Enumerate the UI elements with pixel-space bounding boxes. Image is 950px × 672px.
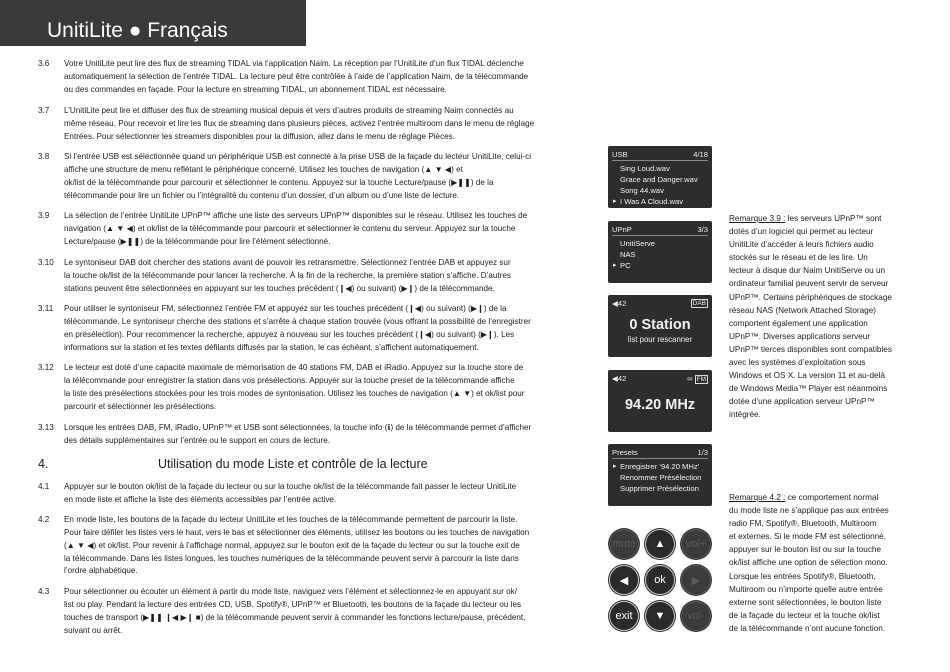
paragraph-line: informations sur la station et les textes défilants diffusés par la station, le cas échéant, s’affichent automatiquement. [64, 342, 479, 352]
paragraph-line: Le syntoniseur DAB doit chercher des stations avant de pouvoir les retransmettre. Sélectionnez l’entrée DAB et appuyez sur [64, 258, 511, 267]
section-heading-number: 4. [38, 457, 49, 471]
usb-screen-item: Song 44.wav [620, 186, 664, 195]
button-ring [609, 565, 639, 595]
note-line: stockés sur le réseau et de les lire. Un [729, 253, 868, 263]
paragraph-number: 3.7 [38, 106, 50, 115]
volume-up-button [680, 528, 712, 560]
upnp-screen-header [612, 225, 708, 236]
dab-station-text: 0 Station [629, 317, 691, 333]
paragraph-line: la liste des présélections stockées pour les trois modes de syntonisation. Utilisez les touches de navigation (▲ ▼) et ok/list pour [64, 388, 525, 398]
note-first-line [729, 212, 919, 225]
down-arrow-button-label: ▼ [654, 610, 666, 622]
page-title: UnitiLite ● Français [47, 19, 228, 42]
button-ring [681, 601, 711, 631]
up-arrow-button [644, 528, 676, 560]
paragraph-line: Appuyer sur le bouton ok/list de la façade du lecteur ou sur la touche ok/list de la télécommande fait passer le lecteur UnitiLite [64, 482, 517, 491]
fm-screen [608, 370, 712, 432]
note-line: UPnP™ tierces disponibles sont compatibles [729, 344, 892, 354]
upnp-screen-item: UnitiServe [620, 239, 656, 248]
paragraph-number: 3.12 [38, 363, 54, 372]
speaker-icon: ◀ [612, 374, 618, 383]
paragraph-text [64, 210, 598, 249]
fm-screen-header [612, 374, 708, 384]
paragraph-line: la télécommande. Dans les listes longues, les touches numériques de la télécommande peuvent servir à parcourir la liste dans [64, 553, 519, 563]
volume-up-button-label: vol+ [685, 538, 707, 550]
speaker-icon: ◀ [612, 299, 618, 308]
presets-screen-count: 1/3 [697, 448, 708, 457]
note-line: du mode liste ne s’applique pas aux entrées [729, 506, 889, 516]
paragraph-number: 3.9 [38, 211, 50, 220]
usb-screen-count: 4/18 [693, 150, 708, 159]
paragraph-number: 3.13 [38, 423, 54, 432]
paragraph-line: L’UnitiLite peut lire et diffuser des flux de streaming musical depuis et vers d’autres produits de streaming Naim connectés au [64, 106, 514, 115]
paragraph-line: Votre UnitiLite peut lire des flux de streaming TIDAL via l’application Naim. La réception par l’UnitiLite d’un flux TIDAL déclenche [64, 59, 524, 68]
paragraph-line: Pour faire défiler les listes vers le haut, vers le bas et sélectionner des éléments, utilisez les boutons ou les touches de navigation [64, 527, 530, 537]
upnp-screen-title: UPnP [612, 225, 632, 234]
stereo-icon: ∞ [687, 374, 693, 383]
paragraph-line: même réseau. Pour recevoir et lire les flux de streaming dans plusieurs pièces, activez l’entrée multiroom dans le menu de réglage [64, 118, 535, 128]
right-arrow-button [680, 564, 712, 596]
paragraph-text [64, 422, 598, 448]
down-arrow-button [644, 600, 676, 632]
paragraph-number: 4.1 [38, 482, 50, 491]
usb-screen-item: Grace and Danger.wav [620, 175, 698, 184]
note-line: de Windows Media™ Player est néanmoins [729, 384, 888, 394]
button-ring [681, 529, 711, 559]
usb-screen-item: Sing Loud.wav [620, 164, 670, 173]
note-line: ce comportement normal [785, 493, 879, 502]
fm-frequency-text: 94.20 MHz [624, 397, 696, 413]
paragraph-line: En mode liste, les boutons de la façade du lecteur UnitiLite et les touches de la télécommande permettent de parcourir la liste. [64, 515, 518, 524]
paragraph-line: l’ordre alphabétique. [64, 566, 138, 576]
note-line: de la façade du lecteur et la touche ok/list [729, 610, 880, 620]
paragraph-line: suivant ou arrêt. [64, 625, 123, 635]
ok-button [644, 564, 676, 596]
paragraph-text [64, 481, 598, 507]
note-line: externe sont sélectionnées, le bouton liste [729, 597, 882, 607]
presets-screen-list [614, 461, 708, 494]
note-label: Remarque 4.2 : [729, 493, 786, 502]
paragraph-line: La sélection de l’entrée UnitiLite UPnP™ affiche une liste des serveurs UPnP™ disponibles sur le réseau. Utilisez les touches de [64, 211, 528, 220]
ok-button-label: ok [654, 574, 666, 586]
note-line: radio FM, Spotify®, Bluetooth, Multiroom [729, 519, 877, 529]
dab-screen-header [612, 299, 708, 309]
up-arrow-button-label: ▲ [654, 538, 666, 550]
note-line: UPnP™. Diverses applications serveur [729, 331, 871, 341]
usb-screen [608, 146, 712, 208]
presets-screen-title: Presets [612, 448, 638, 457]
paragraph-text [64, 58, 598, 97]
paragraph-line: affiche une structure de menu reflétant le périphérique concerné. Utilisez les touches de navigation (▲ ▼ ◀) et [64, 164, 463, 174]
usb-screen-header [612, 150, 708, 161]
paragraph-text [64, 105, 598, 144]
note-label: Remarque 3.9 : [729, 214, 786, 223]
paragraph-line: la touche ok/list de la télécommande pour lancer la recherche. À la fin de la recherche, la première station s’affiche. D’autres [64, 270, 511, 280]
paragraph-line: Si l’entrée USB est sélectionnée quand un périphérique USB est connecté à la prise USB de la façade du lecteur UnitiLite, celui-ci [64, 152, 532, 161]
button-ring [645, 565, 675, 595]
paragraph-line: ok/list de la télécommande pour parcourir et sélectionner le contenu. Appuyez sur la touche Lecture/pause (▶❚❚) de la [64, 177, 494, 187]
button-ring [609, 529, 639, 559]
note-line: lecteur à disque dur Naim UnitiServe ou un [729, 266, 886, 276]
upnp-screen-item: ▸ PC [614, 260, 708, 271]
button-ring [645, 529, 675, 559]
presets-screen-item: Supprimer Présélection [620, 484, 699, 493]
volume-down-button [680, 600, 712, 632]
fm-tag: FM [696, 376, 706, 383]
paragraph-line: list ou play. Pendant la lecture des entrées CD, USB, Spotify®, UPnP™ et Bluetooth, les boutons de la façade du lecteur ou les [64, 599, 522, 609]
paragraph-text [64, 362, 598, 413]
paragraph-line: stations peuvent être sélectionnées en appuyant sur les touches précédent (❙◀) ou suivant) (▶❙) de la télécommande. [64, 283, 495, 293]
note-line: UPnP™. Certains périphériques de stockage [729, 292, 892, 302]
upnp-screen-item: NAS [620, 250, 636, 259]
exit-button-label: exit [615, 610, 633, 622]
note-first-line [729, 491, 919, 504]
note-line: intégrée. [729, 410, 761, 420]
paragraph-line: navigation (▲ ▼ ◀) et ok/list de la télécommande pour parcourir et sélectionner le contenu du serveur. Appuyez sur la touche [64, 223, 516, 233]
left-arrow-button [608, 564, 640, 596]
upnp-screen [608, 221, 712, 283]
note-line: Multiroom ou n’importe quelle autre entrée [729, 584, 883, 594]
section-heading-title: Utilisation du mode Liste et contrôle de la lecture [158, 457, 428, 471]
usb-screen-list [614, 163, 708, 207]
note-4-2 [729, 491, 919, 635]
paragraph-number: 3.8 [38, 152, 50, 161]
button-ring [681, 565, 711, 595]
paragraph-line: Lecture/pause (▶❚❚) de la télécommande pour lire l’élément sélectionné. [64, 236, 331, 246]
note-line: réseau NAS (Network Attached Storage) [729, 305, 876, 315]
right-arrow-button-label: ▶ [691, 574, 701, 587]
paragraph-number: 3.11 [38, 304, 54, 313]
page-header [0, 0, 306, 46]
dab-rescan-hint: list pour rescanner [627, 335, 693, 344]
paragraph-number: 4.2 [38, 515, 50, 524]
remote-keypad [608, 528, 712, 632]
paragraph-line: automatiquement la sélection de l’entrée TIDAL. La lecture peut être contrôlée à l’aide de l’application Naim, de la télécommande [64, 71, 529, 81]
dab-tag: DAB [692, 300, 706, 307]
note-line: appuyer sur le bouton list ou sur la touche [729, 545, 882, 555]
paragraph-text [64, 514, 598, 578]
exit-button [608, 600, 640, 632]
mute-button-label: mute [611, 538, 637, 550]
presets-screen-item: Renommer Présélection [620, 473, 702, 482]
paragraph-text [64, 257, 598, 296]
note-line: Lorsque les entrées Spotify®, Bluetooth, [729, 571, 876, 581]
note-line: UnitiLite d’accéder à leurs fichiers audio [729, 240, 874, 250]
presets-screen-item: ▸ Enregistrer ‘94.20 MHz’ [614, 461, 708, 472]
note-line: Windows et OS X. La version 11 et au-delà [729, 371, 885, 381]
paragraph-line: télécommande. Le syntoniseur cherche des stations et s’arrête à chaque station trouvée (vous offrant la possibilité de l’enregistrer [64, 316, 531, 326]
paragraph-line: Pour sélectionner ou écouter un élément à partir du mode liste, naviguez vers l’élément et sélectionnez-le en appuyant sur ok/ [64, 587, 518, 596]
paragraph-line: Pour utiliser le syntoniseur FM, sélectionnez l’entrée FM et appuyez sur les touches précédent (❙◀) ou suivant) (▶❙) de la [64, 304, 507, 313]
dab-screen [608, 295, 712, 357]
fm-screen-preset: ◀42 [612, 374, 627, 383]
paragraph-number: 4.3 [38, 587, 50, 596]
dab-screen-preset: ◀42 [612, 299, 627, 308]
note-line: et externes. Si le mode FM est sélectionné, [729, 532, 887, 542]
paragraph-line: touches de transport (▶❚❚ ❙◀ ▶❙ ■) de la télécommande peuvent servir à commander les fonctions lecture/pause, précédent, [64, 612, 526, 622]
note-line: de la télécommande n’ont aucune fonction. [729, 623, 886, 633]
mute-button [608, 528, 640, 560]
note-line: ok/list affiche une option de sélection mono. [729, 558, 888, 568]
paragraph-line: la télécommande pour enregistrer la station dans vos présélections. Appuyer sur la touche preset de la télécommande affiche [64, 375, 515, 385]
paragraph-text [64, 151, 598, 202]
button-ring [645, 601, 675, 631]
usb-screen-title: USB [612, 150, 628, 159]
paragraph-line: télécommande pour lire un fichier ou l’intégralité du contenu d’un dossier, d’un album ou d’une liste de lecture. [64, 190, 460, 200]
note-line: ordinateur familial peuvent servir de serveur [729, 279, 889, 289]
upnp-screen-count: 3/3 [697, 225, 708, 234]
paragraph-text [64, 303, 598, 354]
paragraph-line: parcourir et sélectionner les présélections. [64, 401, 217, 411]
paragraph-line: Entrées. Pour sélectionner les streamers disponibles pour la diffusion, allez dans le menu de réglage Pièces. [64, 131, 455, 141]
note-line: dotés d’un logiciel qui permet au lecteur [729, 227, 874, 237]
button-ring [609, 601, 639, 631]
presets-screen-header [612, 448, 708, 459]
volume-down-button-label: vol- [687, 610, 705, 622]
paragraph-line: (▲ ▼ ◀) et ok/list. Pour revenir à l’affichage normal, appuyez sur le bouton exit de la façade du lecteur ou sur la touche exit de [64, 540, 520, 550]
upnp-screen-list [614, 238, 708, 271]
paragraph-number: 3.6 [38, 59, 50, 68]
paragraph-line: ou des commandes en façade. Pour la lecture en streaming TIDAL, un abonnement TIDAL est nécessaire. [64, 84, 447, 94]
note-line: les serveurs UPnP™ sont [785, 214, 882, 223]
fm-screen-tags [687, 374, 708, 384]
note-line: comportent également une application [729, 318, 868, 328]
paragraph-text [64, 586, 598, 637]
paragraph-number: 3.10 [38, 258, 54, 267]
left-arrow-button-label: ◀ [619, 574, 629, 587]
paragraph-line: Lorsque les entrées DAB, FM, iRadio, UPnP™ et USB sont sélectionnées, la touche info (ℹ) de la télécommande permet d’afficher [64, 423, 532, 432]
usb-screen-item: ▸ I Was A Cloud.wav [614, 196, 708, 207]
presets-screen [608, 444, 712, 506]
paragraph-line: en mode liste et affiche la liste des éléments accessibles par l’entrée active. [64, 494, 337, 504]
paragraph-line: Le lecteur est doté d’une capacité maximale de mémorisation de 40 stations FM, DAB et iRadio. Appuyez sur la touche store de [64, 363, 524, 372]
note-line: dotée d’une application serveur UPnP™ [729, 397, 875, 407]
note-3-9 [729, 212, 919, 422]
paragraph-line: en présélection). Pour recommencer la recherche, appuyez à nouveau sur les touches précédent (❙◀) ou suivant) (▶❙). Les [64, 329, 515, 339]
note-line: avec les systèmes d’exploitation sous [729, 358, 866, 368]
paragraph-line: des détails supplémentaires sur l’entrée ou le support en cours de lecture. [64, 435, 331, 445]
